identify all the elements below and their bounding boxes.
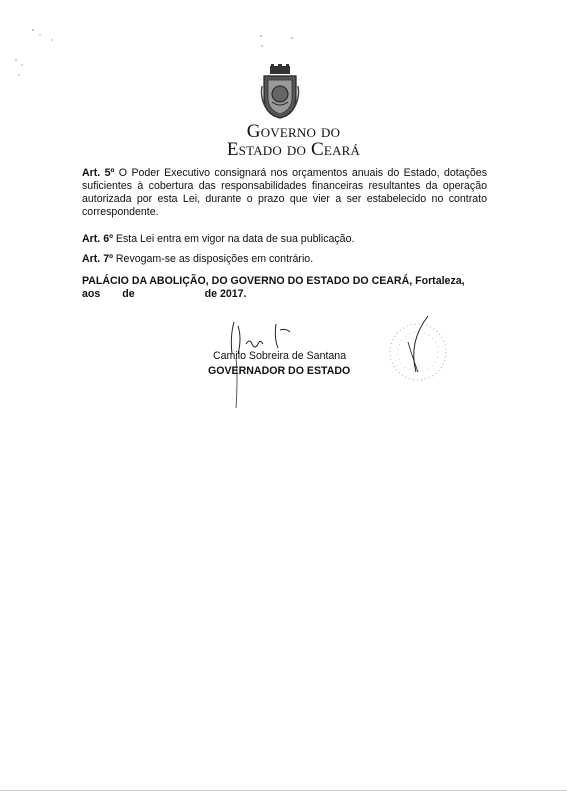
handwritten-signature [224,318,304,410]
closing-palace-line: PALÁCIO DA ABOLIÇÃO, DO GOVERNO DO ESTADO DO CEARÁ, Fortaleza, [82,275,465,287]
state-coat-of-arms-icon [258,64,302,120]
article-label: Art. 6º [82,233,113,245]
article-text: Esta Lei entra em vigor na data de sua publicação. [112,233,355,245]
article-text: Revogam-se as disposições em contrário. [112,253,314,265]
header-state: Estado do Ceará [226,139,361,160]
official-seal-stamp [378,312,458,392]
article-5 [82,167,487,219]
article-text: O Poder Executivo consignará nos orçamentos anuais do Estado, dotações suficientes à cobertura das responsabilidades financeiras resultantes da operação autorizada por esta Lei, durante o prazo que vier a ser estabelecido no contrato correspondente. [82,167,487,218]
closing-date-line [82,288,246,300]
closing-de: de [122,288,135,300]
signatory-name: Camilo Sobreira de Santana [213,350,347,362]
article-label: Art. 5º [82,167,115,179]
page-bottom-edge [0,790,567,791]
article-7 [82,253,487,266]
signatory-title: GOVERNADOR DO ESTADO [208,365,351,377]
closing-year: de 2017. [204,288,247,300]
header-government: Governo do [246,121,341,142]
article-label: Art. 7º [82,253,113,265]
article-6 [82,233,487,246]
closing-aos: aos [82,288,101,300]
